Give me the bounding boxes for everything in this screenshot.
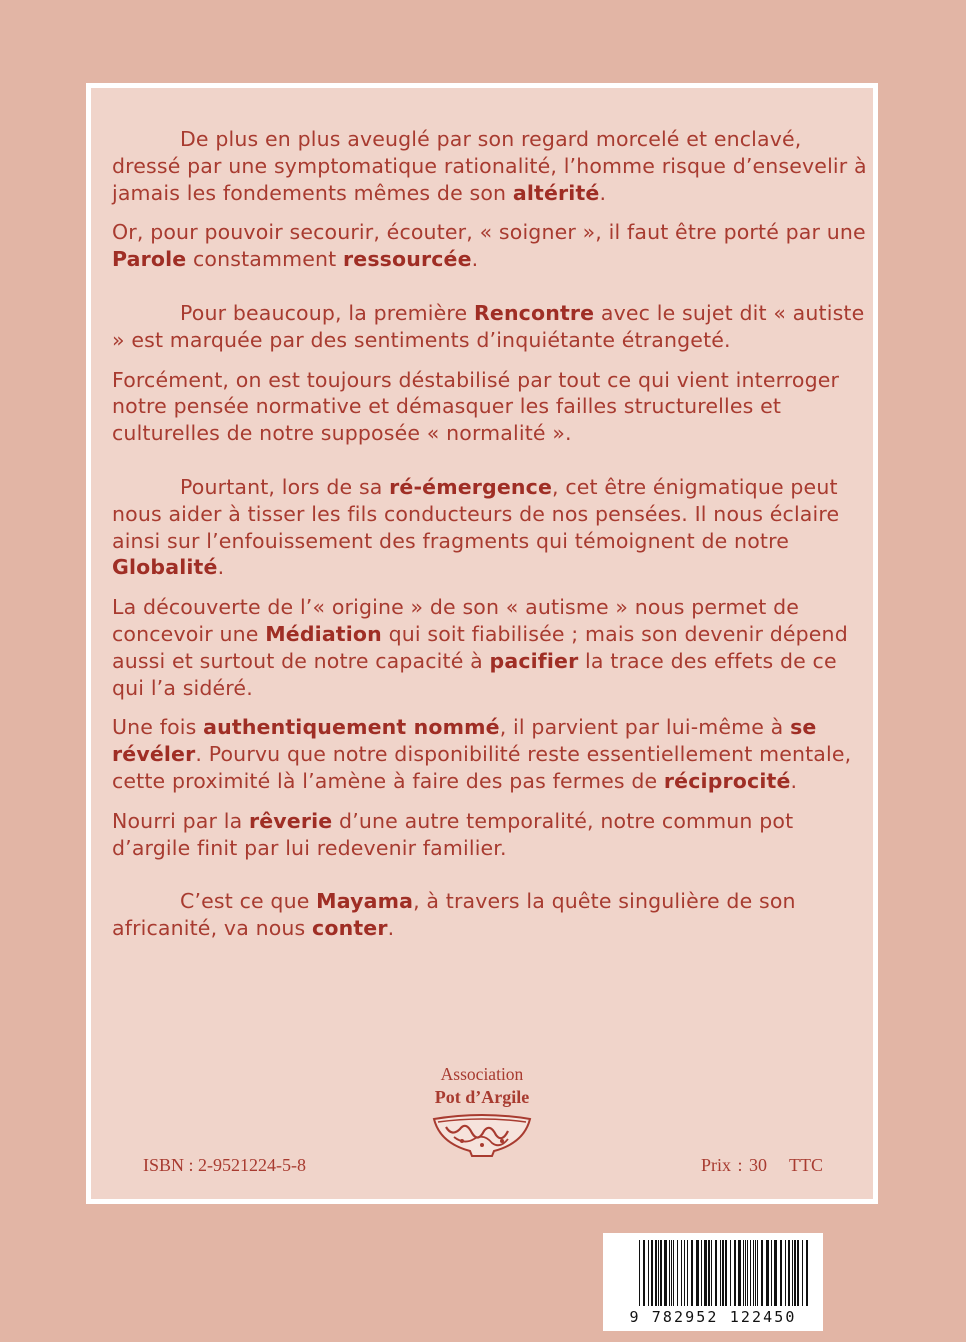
emphasized-term: Médiation	[265, 621, 382, 646]
back-cover-panel	[91, 88, 873, 1199]
text-run: , à travers la quête singulière de son africanité, va nous	[112, 889, 796, 941]
blurb-paragraph	[112, 808, 872, 862]
text-run: , il parvient par lui-même à	[499, 715, 791, 740]
emphasized-term: pacifier	[489, 648, 579, 673]
text-run: C’est ce que	[180, 889, 317, 914]
text-run: Or, pour pouvoir secourir, écouter, « soigner », il faut être porté par une	[112, 220, 866, 245]
text-run: qui soit fiabilisée ; mais son devenir dépend aussi et surtout de notre capacité à	[112, 621, 848, 673]
text-run: .	[387, 916, 395, 941]
text-run: .	[217, 555, 225, 580]
emphasized-term: Mayama	[316, 889, 414, 914]
text-run: la trace des effets de ce qui l’a sidéré.	[112, 648, 837, 700]
text-run: De plus en plus aveuglé par son regard morcelé et enclavé,	[180, 127, 802, 151]
publisher-block	[91, 1063, 873, 1157]
price-tax: TTC	[789, 1155, 823, 1175]
text-run: à jamais les fondements mêmes de son	[112, 153, 867, 205]
blurb-paragraph	[112, 300, 872, 354]
blurb-text	[112, 126, 872, 942]
emphasized-term: authentiquement nommé	[203, 715, 500, 740]
emphasized-term: Parole	[112, 247, 187, 272]
text-run: La découverte de l’« origine » de son « autisme » nous permet de concevoir une	[112, 595, 800, 646]
text-run: . Pourvu que notre disponibilité reste essentiellement mentale, cette proximité là l’amène à faire des pas fermes de	[112, 742, 852, 793]
text-run: , cet être énigmatique peut nous aider à tisser les fils conducteurs de nos pensées. Il nous éclaire ainsi sur l’enfouissement des fragments qui témoignent de notre	[112, 474, 840, 553]
text-run: Une fois	[112, 715, 204, 740]
price-label	[701, 1155, 823, 1176]
text-run: Nourri par la	[112, 808, 249, 833]
blurb-paragraph	[112, 219, 872, 273]
isbn-number: ISBN : 2-9521224-5-8	[143, 1155, 306, 1175]
emphasized-term: altérité	[512, 180, 600, 205]
blurb-paragraph	[112, 714, 872, 794]
text-run: dressé par une symptomatique rationalité, l’homme risque d’ensevelir	[112, 153, 855, 178]
text-run: constamment	[186, 247, 343, 272]
text-run: .	[790, 768, 798, 793]
text-run: Pour beaucoup, la première	[180, 300, 474, 325]
association-title: Pot d’Argile	[434, 1087, 530, 1107]
emphasized-term: ré-émergence	[389, 474, 552, 499]
text-run: .	[471, 247, 479, 272]
text-run: avec le sujet dit « autiste » est marquée par des sentiments d’inquiétante étrangeté.	[112, 300, 865, 352]
barcode-digits: 9 782952 122450	[629, 1308, 797, 1326]
blurb-paragraph	[112, 474, 872, 581]
text-run: .	[599, 180, 607, 205]
text-run: Forcément, on est toujours déstabilisé par tout ce qui vient interroger notre pensée normative et démasquer les failles structurelles et culturelles de notre supposée « normalité ».	[112, 367, 840, 446]
text-run: d’une autre temporalité, notre commun pot d’argile finit par lui redevenir familier.	[112, 808, 794, 860]
text-run: Pourtant, lors de sa	[180, 474, 390, 499]
back-cover-frame	[86, 83, 878, 1204]
association-label: Association	[440, 1064, 524, 1084]
emphasized-term: Rencontre	[473, 300, 595, 325]
emphasized-term: conter	[312, 916, 388, 941]
blurb-paragraph	[112, 594, 872, 701]
blurb-paragraph	[112, 126, 872, 206]
blurb-paragraph	[112, 367, 872, 447]
price-amount: Prix : 30	[700, 1155, 767, 1175]
emphasized-term: réciprocité	[663, 768, 791, 793]
barcode	[603, 1233, 823, 1331]
emphasized-term: se révéler	[112, 715, 817, 767]
clay-pot-logo-icon	[432, 1113, 532, 1157]
emphasized-term: Globalité	[112, 555, 218, 580]
blurb-paragraph	[112, 888, 872, 942]
emphasized-term: ressourcée	[343, 247, 472, 272]
emphasized-term: rêverie	[248, 808, 333, 833]
